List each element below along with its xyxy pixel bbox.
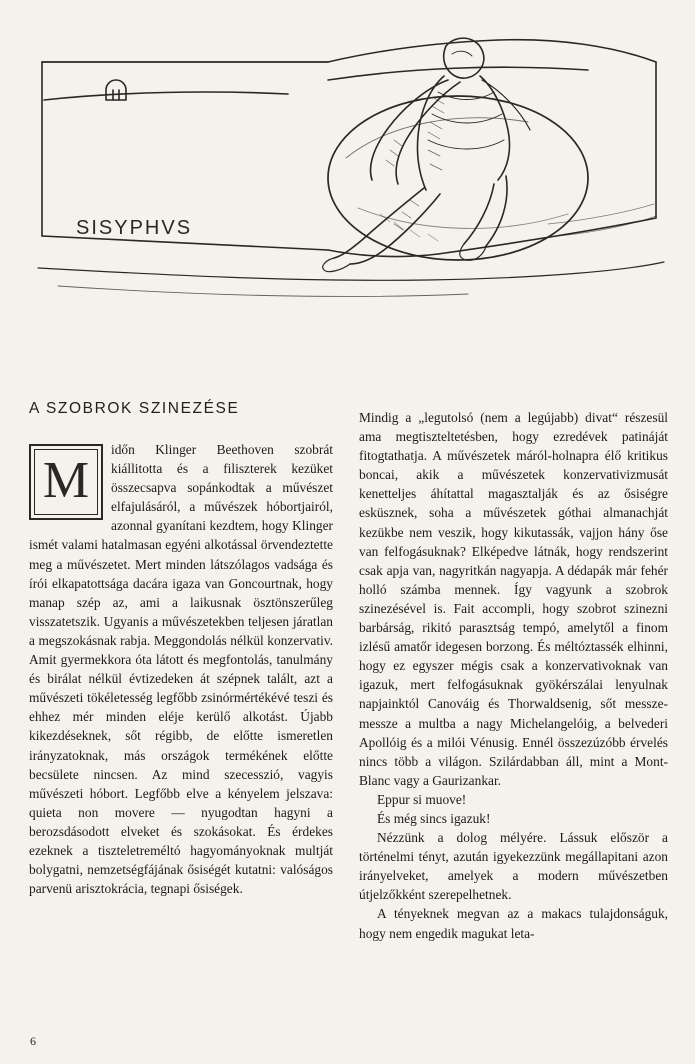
page-title: A SZOBROK SZINEZÉSE [29, 400, 240, 417]
paragraph: Nézzünk a dolog mélyére. Lássuk először a történelmi tényt, azután igyekezzünk megállapitani azon irányelveket, amelyek a modern művészetben útjelzőkként szerepelhetnek. [359, 830, 668, 903]
page-number: 6 [30, 1034, 36, 1048]
paragraph: A tényeknek megvan az a makacs tulajdonságuk, hogy nem engedik magukat leta- [359, 906, 668, 941]
illustration-caption: SISYPHVS [76, 217, 193, 239]
paragraph: Mindig a „legutolsó (nem a legújabb) divat“ részesül ama megtiszteltetésben, hogy ezredévek patináját fitogtathatja. A művészetek máról-holnapra élő kritikus boncai, akik a művészetek konzervativizmusát kenetteljes áhítattal magasztalják és az ősiségre esküsznek, soha a művészetek góthai almanachját kezükbe nem veszik, hogy kikutassák, vajjon hány őse van felfogásuknak? Elképedve látnák, hogy rendszerint csak apja van, nagyritkán nagyapja. A dédapák már fehér holló számba mennek. Így vagyunk a szobrok szinezésével is. Fait accompli, hogy szobrot szinezni barbárság, rikitó parasztság tempó, amelytől a finom izlésű amatőr idegesen borzong. És méltóztassék elhinni, hogy ez egyszer mégis csak a konzervativoknak van igazuk, mert felfogásuknak gyökérszálai lenyulnak napjainktól Canováig és Thorwaldsenig, sőt messze-messze a multba a nagy Michelangelóig, a belvederi Apollóig és a milói Vénusig. Ennél összezúzóbb érvelés nincs több a világon. Szilárdabban áll, mint a Mont-Blanc vagy a Gaurizankar. [359, 410, 668, 788]
paragraph: Eppur si muove! [377, 791, 467, 807]
drop-cap-letter: M [42, 452, 90, 509]
column-right [359, 408, 668, 943]
sisyphus-drawing [28, 18, 668, 348]
paragraph: időn Klinger Beethoven szobrát kiállitotta és a filiszterek kezüket összecsapva sopánkodtak a művészet elfajulásáról, a művészek hóbortjairól, azonnal gyanítani kezdtem, hogy Klinger ismét valami hatalmasan egyéni alkotással örvendeztette meg a művészetet. Mert minden látszólagos vadsága és írói elkapatottsága dacára igaza van Goncourtnak, hogy manap szép az, ami a laikusnak ösztönszerűleg visszatetszik. Ugyanis a művészetekben teljesen járatlan a megszokásnak rabja. Meggondolás nélkül konzervativ. Amit gyermekkora óta látott és megfontolás, tanulmány és birálat nélkül évtizedeken át szépnek talált, azt a művészeti tökéletesség legfőbb zsinórmértékévé teszi és ehhez mér minden eléje kerülő alkotást. Újabb kikezdéseknek, sőt régibb, de előtte ismeretlen irányzatoknak, más országok termékének előtte becsülete nincsen. Az mind szecesszió, vagyis művészeti hóbort. Legfőbb elve a kényelem jelszava: quieta non movere — nyugodtan hagyni a berozsdásodott elveket és szokásokat. És érdekes ezeknek a tiszteletreméltó hagyományoknak multját bolygatni, nemzetségfájának ősiségét kutatni: valóságos parvenü arisztokrácia, tegnapi ősiségek. [29, 442, 333, 897]
paragraph: És még sincs igazuk! [377, 810, 491, 826]
drop-cap [29, 444, 103, 520]
column-left [29, 440, 333, 898]
